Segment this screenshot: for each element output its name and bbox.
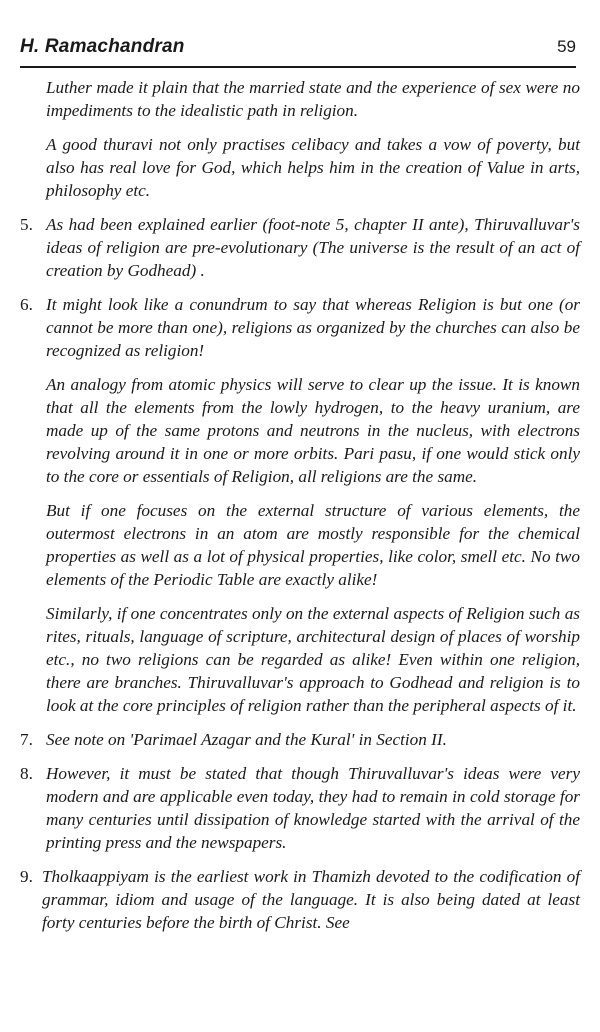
- note-8: [20, 762, 580, 854]
- paragraph-luther: Luther made it plain that the married state and the experience of sex were no impediments to the idealistic path in religion.: [46, 78, 580, 120]
- paragraph-thuravi: A good thuravi not only practises celibacy and takes a vow of poverty, but also has real love for God, which helps him in the creation of Value in arts, philosophy etc.: [46, 135, 580, 200]
- page-number: 59: [557, 37, 576, 56]
- paragraph-similarly: Similarly, if one concentrates only on the external aspects of Religion such as rites, rituals, language of scripture, architectural design of places of worship etc., no two religions can be regarded as alike! Even within one religion, there are branches. Thiruvalluvar's approach to Godhead and religion is to look at the core principles of religion rather than the peripheral aspects of it.: [46, 604, 580, 715]
- note-5: [20, 213, 580, 282]
- running-header: [20, 36, 576, 68]
- note-9: [20, 865, 580, 934]
- note-7: [20, 728, 580, 751]
- note-text: See note on 'Parimael Azagar and the Kural' in Section II.: [46, 730, 447, 749]
- note-text: It might look like a conundrum to say that whereas Religion is but one (or cannot be more than one), religions as organized by the churches can also be recognized as religion!: [46, 295, 580, 360]
- note-text: As had been explained earlier (foot-note 5, chapter II ante), Thiruvalluvar's ideas of religion are pre-evolutionary (The universe is the result of an act of creation by Godhead) .: [46, 215, 580, 280]
- note-text: Tholkaappiyam is the earliest work in Thamizh devoted to the codification of grammar, idiom and usage of the language. It is also being dated at least forty centuries before the birth of Christ. See: [42, 867, 580, 932]
- note-number: 7.: [20, 730, 33, 749]
- note-number: 8.: [20, 764, 33, 783]
- note-number: 9.: [20, 867, 33, 886]
- author-name: H. Ramachandran: [20, 36, 185, 57]
- note-number: 6.: [20, 295, 33, 314]
- note-number: 5.: [20, 215, 33, 234]
- paragraph-atomic-analogy: An analogy from atomic physics will serve to clear up the issue. It is known that all the elements from the lowly hydrogen, to the heavy uranium, are made up of the same protons and neutrons in the nucleus, with electrons revolving around it in one or more orbits. Pari pasu, if one would stick only to the core or essentials of Religion, all religions are the same.: [46, 375, 580, 486]
- note-6: [20, 293, 580, 362]
- note-text: However, it must be stated that though Thiruvalluvar's ideas were very modern and are applicable even today, they had to remain in cold storage for many centuries until dissipation of knowledge started with the arrival of the printing press and the newspapers.: [46, 764, 580, 852]
- notes-body: [20, 76, 580, 945]
- paragraph-external-structure: But if one focuses on the external structure of various elements, the outermost electrons in an atom are mostly responsible for the chemical properties as well as a lot of physical properties, like color, smell etc. No two elements of the Periodic Table are exactly alike!: [46, 501, 580, 589]
